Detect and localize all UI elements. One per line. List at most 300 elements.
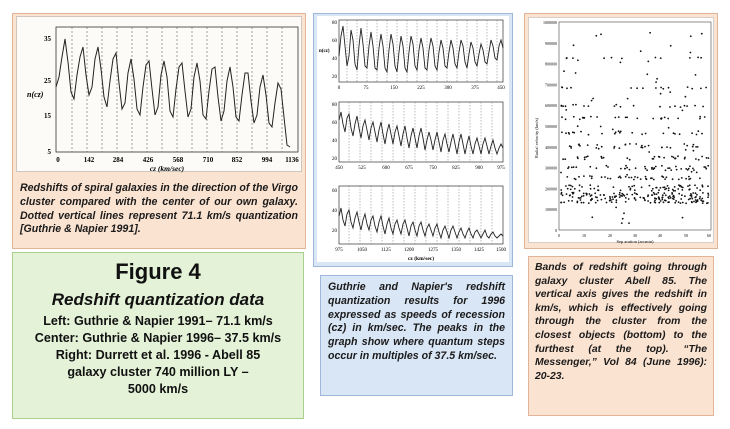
- scatter-point: [683, 143, 685, 145]
- scatter-point: [688, 176, 690, 178]
- center-p2-y-tick: 20: [332, 157, 337, 162]
- scatter-point: [621, 193, 623, 195]
- scatter-point: [670, 147, 672, 149]
- scatter-point: [701, 133, 703, 135]
- center-p2-x-tick: 600: [382, 166, 390, 171]
- scatter-point: [571, 200, 573, 202]
- center-x-label: cz (km/sec): [407, 256, 435, 262]
- center-p3-x-tick: 1275: [428, 248, 438, 253]
- scatter-point: [631, 186, 633, 188]
- scatter-point: [609, 199, 611, 201]
- scatter-point: [681, 194, 683, 196]
- center-p1-y-tick: 40: [332, 57, 337, 62]
- scatter-point: [706, 157, 708, 159]
- scatter-point: [572, 131, 574, 133]
- scatter-point: [580, 131, 582, 133]
- scatter-point: [651, 190, 653, 192]
- scatter-point: [629, 159, 631, 161]
- scatter-point: [588, 134, 590, 136]
- left-chart: [16, 16, 302, 172]
- scatter-point: [560, 193, 562, 195]
- scatter-point: [590, 188, 592, 190]
- scatter-point: [604, 176, 606, 178]
- scatter-point: [666, 176, 668, 178]
- figure-line-cluster: galaxy cluster 740 million LY –: [67, 365, 249, 379]
- scatter-point: [640, 178, 642, 180]
- scatter-point: [692, 146, 694, 148]
- scatter-point: [656, 78, 658, 80]
- scatter-point: [682, 110, 684, 112]
- scatter-point: [591, 198, 593, 200]
- scatter-point: [622, 218, 624, 220]
- center-p2-y-ticks: [332, 103, 338, 162]
- scatter-point: [633, 105, 635, 107]
- right-y-ticks: [543, 20, 557, 233]
- scatter-point: [692, 168, 694, 170]
- scatter-point: [697, 146, 699, 148]
- scatter-point: [601, 133, 603, 135]
- scatter-point: [618, 116, 620, 118]
- left-y-tick: 15: [44, 112, 51, 120]
- scatter-point: [575, 72, 577, 74]
- scatter-point: [668, 190, 670, 192]
- scatter-point: [621, 222, 623, 224]
- scatter-point: [583, 193, 585, 195]
- scatter-point: [629, 189, 631, 191]
- scatter-point: [573, 166, 575, 168]
- scatter-point: [565, 109, 567, 111]
- right-y-tick: 300000: [545, 165, 557, 171]
- scatter-point: [699, 116, 701, 118]
- scatter-point: [592, 98, 594, 100]
- scatter-point: [657, 192, 659, 194]
- scatter-point: [579, 190, 581, 192]
- scatter-point: [600, 33, 602, 35]
- scatter-point: [693, 150, 695, 152]
- scatter-point: [708, 157, 710, 159]
- center-p2-x-tick: 675: [405, 166, 413, 171]
- scatter-point: [620, 190, 622, 192]
- scatter-point: [612, 198, 614, 200]
- scatter-point: [642, 87, 644, 89]
- scatter-point: [695, 74, 697, 76]
- scatter-point: [658, 196, 660, 198]
- scatter-point: [561, 87, 563, 89]
- scatter-point: [615, 201, 617, 203]
- scatter-point: [668, 127, 670, 129]
- scatter-point: [601, 157, 603, 159]
- scatter-point: [596, 144, 598, 146]
- center-p2-x-tick: 975: [497, 166, 505, 171]
- scatter-point: [653, 179, 655, 181]
- scatter-point: [637, 177, 639, 179]
- scatter-point: [684, 195, 686, 197]
- scatter-point: [693, 201, 695, 203]
- scatter-point: [580, 197, 582, 199]
- scatter-point: [589, 193, 591, 195]
- scatter-point: [577, 158, 579, 160]
- scatter-point: [702, 106, 704, 108]
- scatter-point: [686, 105, 688, 107]
- center-p3-y-tick: 60: [332, 189, 337, 194]
- scatter-point: [674, 186, 676, 188]
- scatter-point: [663, 157, 665, 159]
- scatter-point: [567, 188, 569, 190]
- scatter-point: [610, 178, 612, 180]
- scatter-point: [612, 129, 614, 131]
- scatter-point: [661, 165, 663, 167]
- right-chart: [528, 17, 714, 243]
- scatter-point: [673, 132, 675, 134]
- scatter-point: [684, 105, 686, 107]
- scatter-point: [630, 87, 632, 89]
- scatter-point: [647, 61, 649, 63]
- center-p3-x-tick: 1125: [381, 248, 391, 253]
- scatter-point: [649, 32, 651, 34]
- center-p1-grid: [347, 20, 497, 82]
- left-y-label: n(cz): [27, 90, 44, 99]
- scatter-point: [582, 117, 584, 119]
- scatter-point: [575, 166, 577, 168]
- scatter-point: [601, 199, 603, 201]
- scatter-point: [667, 118, 669, 120]
- scatter-point: [680, 198, 682, 200]
- scatter-point: [635, 199, 637, 201]
- scatter-point: [585, 156, 587, 158]
- scatter-point: [626, 157, 628, 159]
- scatter-point: [660, 93, 662, 95]
- scatter-point: [603, 57, 605, 59]
- scatter-point: [629, 143, 631, 145]
- scatter-point: [696, 134, 698, 136]
- center-p3-frame: [339, 186, 503, 244]
- scatter-point: [635, 167, 637, 169]
- center-p3-y-tick: 40: [332, 209, 337, 214]
- scatter-point: [700, 199, 702, 201]
- scatter-point: [695, 196, 697, 198]
- scatter-point: [624, 168, 626, 170]
- scatter-point: [696, 194, 698, 196]
- scatter-point: [595, 202, 597, 204]
- scatter-point: [641, 186, 643, 188]
- left-data-line: [56, 39, 290, 147]
- scatter-point: [611, 201, 613, 203]
- left-x-tick: 284: [112, 156, 124, 164]
- scatter-point: [680, 106, 682, 108]
- figure-line-left: Left: Guthrie & Napier 1991– 71.1 km/s: [43, 314, 273, 328]
- scatter-point: [662, 88, 664, 90]
- scatter-point: [594, 192, 596, 194]
- scatter-point: [625, 144, 627, 146]
- center-p2-y-tick: 40: [332, 139, 337, 144]
- scatter-point: [682, 202, 684, 204]
- scatter-point: [704, 116, 706, 118]
- scatter-point: [673, 156, 675, 158]
- scatter-point: [572, 57, 574, 59]
- scatter-point: [572, 104, 574, 106]
- left-chart-svg: [17, 17, 303, 173]
- scatter-point: [689, 195, 691, 197]
- scatter-point: [639, 197, 641, 199]
- scatter-point: [623, 212, 625, 214]
- scatter-point: [678, 184, 680, 186]
- scatter-point: [601, 176, 603, 178]
- scatter-point: [684, 157, 686, 159]
- scatter-point: [644, 166, 646, 168]
- scatter-point: [653, 192, 655, 194]
- center-p1-x-tick: 450: [497, 86, 505, 91]
- scatter-point: [633, 179, 635, 181]
- scatter-point: [667, 185, 669, 187]
- scatter-point: [670, 45, 672, 47]
- scatter-point: [698, 159, 700, 161]
- scatter-point: [581, 186, 583, 188]
- center-p1-y-tick: 60: [332, 39, 337, 44]
- scatter-point: [680, 168, 682, 170]
- scatter-point: [634, 192, 636, 194]
- scatter-point: [579, 118, 581, 120]
- scatter-point: [699, 198, 701, 200]
- scatter-point: [673, 190, 675, 192]
- scatter-point: [669, 91, 671, 93]
- left-x-tick: 852: [231, 156, 243, 164]
- scatter-point: [596, 167, 598, 169]
- scatter-point: [694, 105, 696, 107]
- scatter-point: [570, 147, 572, 149]
- scatter-point: [612, 196, 614, 198]
- scatter-point: [660, 200, 662, 202]
- scatter-point: [660, 57, 662, 59]
- right-y-tick: 100000: [545, 207, 557, 213]
- scatter-point: [589, 175, 591, 177]
- scatter-point: [674, 105, 676, 107]
- scatter-point: [668, 87, 670, 89]
- center-p2-x-ticks: [335, 166, 505, 171]
- center-p1-x-tick: 0: [337, 86, 341, 91]
- scatter-point: [660, 87, 662, 89]
- scatter-point: [583, 195, 585, 197]
- scatter-point: [691, 201, 693, 203]
- scatter-point: [595, 147, 597, 149]
- scatter-point: [652, 158, 654, 160]
- right-x-tick: 40: [658, 233, 662, 238]
- center-p1-y-tick: 80: [332, 21, 337, 26]
- scatter-point: [591, 176, 593, 178]
- left-x-tick: 994: [261, 156, 273, 164]
- center-p1-y-tick: 20: [332, 75, 337, 80]
- scatter-point: [680, 202, 682, 204]
- scatter-point: [569, 145, 571, 147]
- center-p1-x-tick: 75: [363, 86, 369, 91]
- scatter-point: [619, 194, 621, 196]
- right-x-tick: 30: [633, 233, 637, 238]
- scatter-point: [620, 131, 622, 133]
- scatter-point: [593, 188, 595, 190]
- scatter-point: [699, 177, 701, 179]
- scatter-point: [563, 201, 565, 203]
- scatter-point: [575, 179, 577, 181]
- scatter-point: [600, 194, 602, 196]
- scatter-point: [645, 168, 647, 170]
- scatter-point: [628, 222, 630, 224]
- scatter-point: [606, 165, 608, 167]
- scatter-point: [628, 177, 630, 179]
- scatter-point: [571, 167, 573, 169]
- scatter-point: [614, 117, 616, 119]
- scatter-point: [590, 116, 592, 118]
- scatter-point: [678, 201, 680, 203]
- center-p2-line: [339, 112, 503, 154]
- scatter-point: [689, 57, 691, 59]
- scatter-point: [603, 157, 605, 159]
- center-p1-line: [339, 26, 503, 72]
- scatter-point: [655, 187, 657, 189]
- scatter-point: [562, 194, 564, 196]
- right-y-tick: 900000: [545, 40, 557, 46]
- scatter-point: [692, 192, 694, 194]
- scatter-point: [629, 169, 631, 171]
- center-p3-y-tick: 20: [332, 229, 337, 234]
- scatter-point: [609, 196, 611, 198]
- scatter-point: [650, 177, 652, 179]
- scatter-point: [694, 184, 696, 186]
- center-p2-x-tick: 525: [358, 166, 366, 171]
- scatter-point: [647, 194, 649, 196]
- left-plot-frame: [56, 27, 298, 152]
- center-p1-x-tick: 225: [417, 86, 425, 91]
- scatter-point: [564, 158, 566, 160]
- center-p3-x-tick: 1425: [474, 248, 484, 253]
- scatter-point: [625, 176, 627, 178]
- scatter-point: [576, 202, 578, 204]
- scatter-point: [666, 146, 668, 148]
- scatter-point: [663, 201, 665, 203]
- right-y-tick: 500000: [545, 124, 557, 129]
- scatter-point: [625, 165, 627, 167]
- scatter-point: [641, 133, 643, 135]
- scatter-point: [685, 202, 687, 204]
- right-y-tick: 200000: [545, 186, 557, 192]
- scatter-point: [658, 202, 660, 204]
- scatter-point: [588, 105, 590, 107]
- scatter-point: [677, 155, 679, 157]
- scatter-point: [591, 177, 593, 179]
- scatter-point: [663, 133, 665, 135]
- center-p2-y-tick: 80: [332, 103, 337, 108]
- scatter-point: [607, 178, 609, 180]
- scatter-point: [673, 198, 675, 200]
- scatter-point: [685, 96, 687, 98]
- scatter-point: [691, 196, 693, 198]
- center-p3-x-tick: 975: [335, 248, 343, 253]
- center-caption: Guthrie and Napier's redshift quantization results for 1996 expressed as speeds of recession (cz) in km/sec. The peaks in the graph show where quantum steps occur in multiples of 37.5 km/sec.: [320, 275, 513, 396]
- scatter-point: [603, 194, 605, 196]
- scatter-point: [613, 193, 615, 195]
- center-p1-y-ticks: [332, 21, 338, 80]
- scatter-point: [652, 118, 654, 120]
- scatter-point: [589, 166, 591, 168]
- scatter-point: [565, 132, 567, 134]
- scatter-point: [640, 50, 642, 52]
- scatter-point: [662, 194, 664, 196]
- scatter-point: [661, 147, 663, 149]
- left-caption: Redshifts of spiral galaxies in the direction of the Virgo cluster compared with the center of our own galaxy. Dotted vertical lines represent 71.1 km/s quantization [Guthrie & Napier 1991].: [20, 182, 298, 236]
- scatter-point: [581, 196, 583, 198]
- scatter-point: [621, 58, 623, 60]
- scatter-point: [691, 132, 693, 134]
- scatter-point: [577, 59, 579, 61]
- scatter-point: [565, 105, 567, 107]
- scatter-point: [620, 168, 622, 170]
- scatter-point: [670, 169, 672, 171]
- scatter-point: [607, 166, 609, 168]
- scatter-point: [615, 207, 617, 209]
- scatter-point: [669, 195, 671, 197]
- scatter-point: [695, 158, 697, 160]
- center-p2-x-tick: 825: [452, 166, 460, 171]
- scatter-point: [645, 178, 647, 180]
- scatter-point: [568, 166, 570, 168]
- scatter-point: [696, 172, 698, 174]
- scatter-point: [562, 105, 564, 107]
- scatter-point: [561, 202, 563, 204]
- scatter-point: [707, 196, 709, 198]
- figure-line-speed: 5000 km/s: [127, 382, 189, 396]
- scatter-point: [575, 104, 577, 106]
- center-p3-x-tick: 1500: [496, 248, 506, 253]
- scatter-point: [625, 201, 627, 203]
- scatter-point: [642, 197, 644, 199]
- scatter-point: [569, 194, 571, 196]
- scatter-point: [583, 105, 585, 107]
- scatter-point: [596, 116, 598, 118]
- scatter-point: [654, 201, 656, 203]
- scatter-point: [609, 197, 611, 199]
- scatter-point: [661, 118, 663, 120]
- scatter-point: [620, 106, 622, 108]
- center-p3-x-tick: 1200: [404, 248, 414, 253]
- scatter-point: [597, 185, 599, 187]
- left-x-tick: 0: [56, 156, 60, 164]
- scatter-point: [696, 200, 698, 202]
- right-chart-svg: [529, 18, 715, 244]
- scatter-point: [669, 106, 671, 108]
- scatter-point: [702, 202, 704, 204]
- scatter-point: [663, 192, 665, 194]
- scatter-point: [584, 157, 586, 159]
- scatter-point: [591, 216, 593, 218]
- scatter-point: [656, 193, 658, 195]
- scatter-point: [613, 147, 615, 149]
- scatter-point: [565, 118, 567, 120]
- scatter-point: [652, 188, 654, 190]
- scatter-point: [659, 199, 661, 201]
- scatter-point: [707, 185, 709, 187]
- scatter-point: [677, 188, 679, 190]
- scatter-point: [668, 201, 670, 203]
- scatter-point: [619, 196, 621, 198]
- center-p2-x-tick: 450: [335, 166, 343, 171]
- scatter-point: [615, 131, 617, 133]
- figure-title: Figure 4: [115, 259, 201, 284]
- scatter-point: [671, 156, 673, 158]
- scatter-point: [693, 169, 695, 171]
- scatter-point: [691, 198, 693, 200]
- right-x-ticks: [558, 233, 711, 238]
- center-p1-x-tick: 300: [444, 86, 452, 91]
- scatter-point: [681, 186, 683, 188]
- scatter-point: [699, 189, 701, 191]
